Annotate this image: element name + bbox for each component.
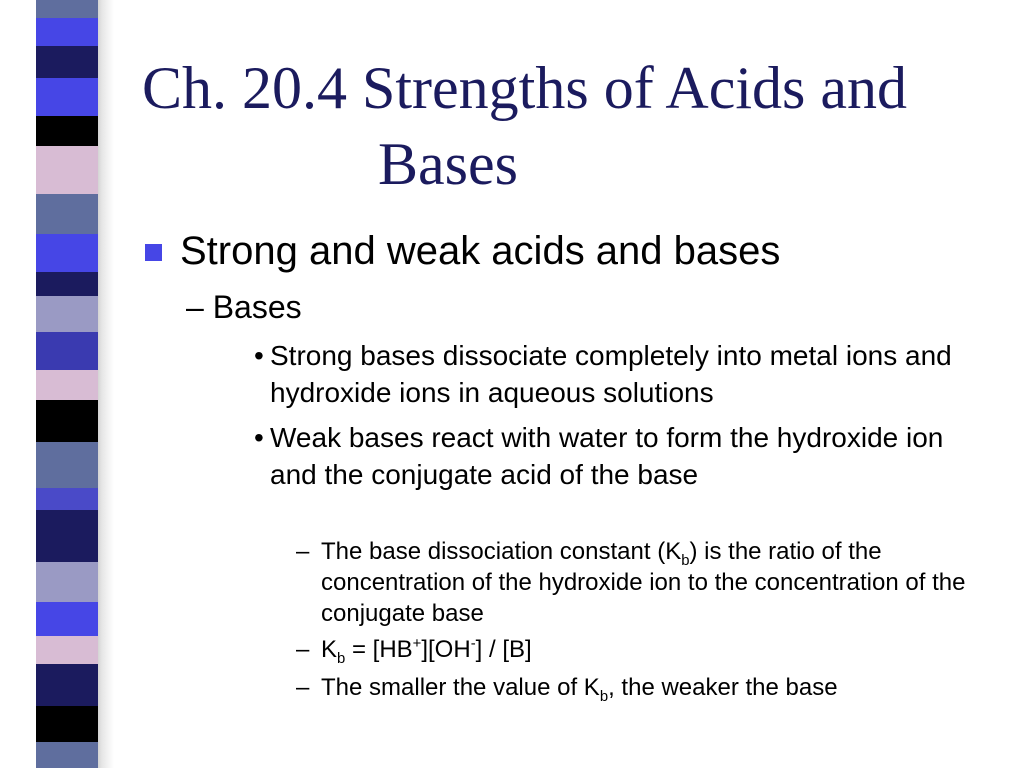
stripe-segment — [36, 78, 98, 116]
bullet-level1-text: Strong and weak acids and bases — [180, 229, 781, 273]
stripe-segment — [36, 296, 98, 332]
bullet-level3-text: Strong bases dissociate completely into metal ions and hydroxide ions in aqueous solutions — [270, 340, 952, 408]
stripe-segment — [36, 234, 98, 272]
stripe-segment — [36, 706, 98, 742]
slide-title — [142, 50, 1002, 202]
dash-marker: – — [296, 674, 310, 701]
superscript: + — [412, 636, 422, 652]
stripe-segment — [36, 636, 98, 664]
title-line-1: Ch. 20.4 Strengths of Acids and — [142, 55, 907, 121]
bullet-dot-icon: • — [254, 422, 264, 453]
dash-marker: – — [296, 538, 310, 565]
bullet-level4-text: The smaller the value of $K_b$, the weaker the base — [321, 674, 838, 705]
stripe-segment — [36, 272, 98, 296]
stripe-segment — [36, 562, 98, 602]
bullet-level4-text: The base dissociation constant $(K_b)$ is the ratio of the concentration of the hydroxide ion to the concentration of the conjugate base — [321, 538, 966, 627]
stripe-segment — [36, 116, 98, 146]
stripe-segment — [36, 332, 98, 370]
stripe-segment — [36, 0, 98, 18]
stripe-segment — [36, 46, 98, 78]
superscript: - — [470, 636, 476, 652]
stripe-segment — [36, 370, 98, 400]
stripe-segment — [36, 510, 98, 562]
stripe-segment — [36, 664, 98, 706]
subscript: b — [681, 552, 690, 569]
bullet-level4-item — [296, 672, 1006, 703]
decorative-stripe-bar — [36, 0, 98, 768]
stripe-segment — [36, 194, 98, 234]
stripe-segment — [36, 442, 98, 488]
stripe-segment — [36, 602, 98, 636]
bullet-level1 — [145, 228, 780, 274]
bullet-level3-item — [254, 337, 994, 411]
bullet-dot-icon: • — [254, 340, 264, 371]
bullet-level2 — [186, 287, 302, 327]
square-bullet-icon — [145, 244, 162, 261]
dash-marker: – — [296, 636, 310, 663]
subscript: b — [337, 650, 346, 667]
stripe-segment — [36, 400, 98, 442]
kb-equation: $K_b = [HB^+][OH^-] / [B]$ — [321, 636, 532, 667]
subscript: b — [599, 688, 609, 705]
title-line-2: Bases — [378, 131, 518, 197]
bullet-level3-text: Weak bases react with water to form the hydroxide ion and the conjugate acid of the base — [270, 422, 944, 490]
stripe-segment — [36, 488, 98, 510]
stripe-segment — [36, 742, 98, 768]
stripe-segment — [36, 146, 98, 194]
bullet-level4-item — [296, 634, 1006, 665]
stripe-segment — [36, 18, 98, 46]
bullet-level2-text: Bases — [212, 289, 302, 325]
bullet-level3-item — [254, 419, 994, 493]
bullet-level4-item — [296, 536, 1006, 629]
dash-marker: – — [186, 289, 204, 325]
